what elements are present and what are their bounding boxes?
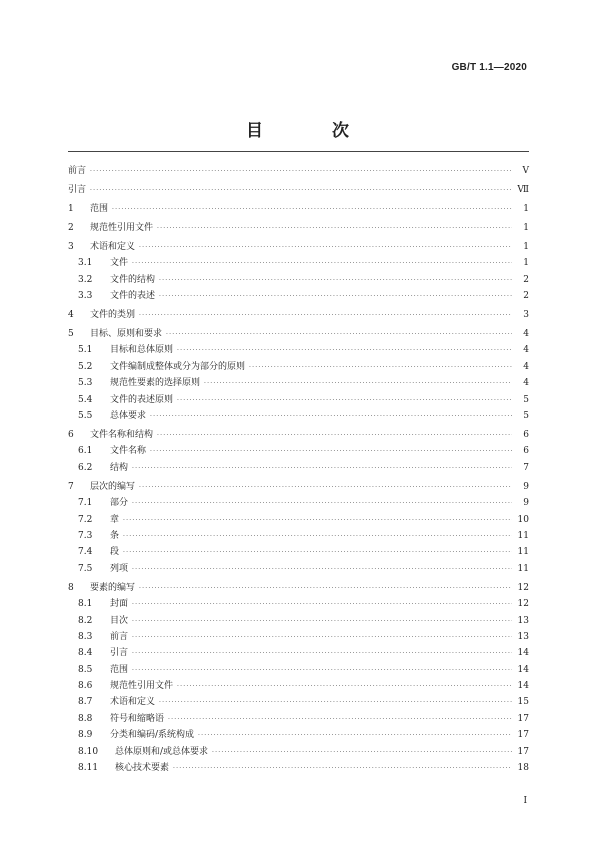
toc-entry-3[interactable]: [68, 239, 529, 255]
toc-entry-label: 列项: [110, 563, 129, 574]
toc-entry-7-2[interactable]: [68, 512, 529, 528]
dot-leader: [132, 562, 512, 578]
dot-leader: [157, 428, 512, 444]
toc-entry-8[interactable]: [68, 580, 529, 596]
toc-entry-page: 11: [517, 563, 529, 574]
toc-entry-label: 结构: [110, 462, 129, 473]
toc-entry-page: 1: [523, 258, 529, 269]
toc-entry-number: 8.1: [78, 599, 93, 610]
toc-entry-page: 15: [517, 697, 529, 708]
toc-entry-label: 范围: [90, 203, 109, 214]
toc-entry-number: 5.2: [78, 361, 93, 372]
toc-entry-8-7[interactable]: [68, 694, 529, 710]
page-number: I: [523, 796, 527, 806]
toc-entry-page: 17: [517, 713, 529, 724]
toc-entry-8-9[interactable]: [68, 727, 529, 743]
toc-entry-label: 目标、原则和要求: [90, 329, 163, 340]
toc-entry-page: Ⅶ: [517, 184, 529, 195]
dot-leader: [139, 240, 512, 256]
toc-entry-label: 段: [110, 547, 120, 558]
dot-leader: [166, 327, 512, 343]
toc-entry-label: 章: [110, 514, 120, 525]
toc-entry-number: 7.4: [78, 547, 93, 558]
dot-leader: [132, 614, 512, 630]
toc-entry-label: 术语和定义: [110, 697, 156, 708]
toc-entry-page: 9: [523, 481, 529, 492]
toc-entry-number: 8.5: [78, 664, 93, 675]
toc-entry-number: 3.3: [78, 291, 93, 302]
toc-entry-page: 14: [517, 681, 529, 692]
dot-leader: [132, 630, 512, 646]
dot-leader: [150, 409, 512, 425]
dot-leader: [123, 545, 512, 561]
toc-entry-label: 文件名称和结构: [90, 430, 154, 441]
toc-entry-number: 8.4: [78, 648, 93, 659]
toc-entry-label: 要素的编写: [90, 582, 136, 593]
toc-entry-page: 11: [517, 547, 529, 558]
toc-entry-label: 目次: [110, 615, 129, 626]
toc-entry-label: 文件的类别: [90, 310, 136, 321]
toc-entry-number: 5: [68, 329, 74, 340]
dot-leader: [123, 513, 512, 529]
toc-entry-label: 符号和缩略语: [110, 713, 165, 724]
dot-leader: [157, 221, 512, 237]
dot-leader: [132, 496, 512, 512]
toc-entry-page: 5: [523, 411, 529, 422]
dot-leader: [132, 597, 512, 613]
toc-entry-6-2[interactable]: [68, 460, 529, 476]
dot-leader: [168, 712, 512, 728]
toc-entry-number: 7.1: [78, 498, 93, 509]
toc-entry-8-3[interactable]: [68, 629, 529, 645]
toc-entry-number: 3.2: [78, 274, 93, 285]
toc-entry-label: 总体原则和/或总体要求: [115, 746, 209, 757]
dot-leader: [139, 308, 512, 324]
toc-entry-label: 文件的表述原则: [110, 394, 174, 405]
toc-entry-page: 6: [523, 446, 529, 457]
toc-entry-number: 6.1: [78, 446, 93, 457]
toc-entry-number: 5.5: [78, 411, 93, 422]
dot-leader: [212, 745, 512, 761]
dot-leader: [173, 761, 512, 777]
toc-entry-label: 规范性引用文件: [110, 681, 174, 692]
toc-entry-number: 8.3: [78, 631, 93, 642]
toc-entry-3-1[interactable]: [68, 255, 529, 271]
dot-leader: [132, 663, 512, 679]
toc-entry-foreword[interactable]: [68, 163, 529, 179]
dot-leader: [150, 444, 512, 460]
toc-entry-8-11[interactable]: [68, 760, 529, 776]
toc-entry-5-3[interactable]: [68, 375, 529, 391]
toc-entry-number: 2: [68, 222, 74, 233]
toc-entry-number: 3.1: [78, 258, 93, 269]
toc-entry-page: 4: [523, 329, 529, 340]
toc-entry-page: 1: [523, 222, 529, 233]
toc-entry-7-3[interactable]: [68, 528, 529, 544]
toc-entry-page: 3: [523, 310, 529, 321]
toc-entry-8-1[interactable]: [68, 596, 529, 612]
toc-entry-number: 5.3: [78, 378, 93, 389]
toc-entry-number: 7.3: [78, 530, 93, 541]
dot-leader: [139, 480, 512, 496]
toc-entry-number: 6: [68, 430, 74, 441]
toc-entry-number: 8.11: [78, 763, 99, 774]
toc-entry-8-5[interactable]: [68, 662, 529, 678]
toc-entry-label: 前言: [110, 631, 129, 642]
toc-entry-6-1[interactable]: [68, 443, 529, 459]
toc-entry-page: 7: [523, 462, 529, 473]
toc-entry-7-5[interactable]: [68, 561, 529, 577]
toc-entry-8-2[interactable]: [68, 613, 529, 629]
toc-entry-number: 8.9: [78, 730, 93, 741]
toc-entry-page: 4: [523, 345, 529, 356]
toc-entry-label: 引言: [68, 184, 87, 195]
toc-entry-page: 14: [517, 648, 529, 659]
toc-entry-number: 3: [68, 241, 74, 252]
toc-entry-page: 2: [523, 291, 529, 302]
toc-entry-number: 8.7: [78, 697, 93, 708]
toc-entry-5-1[interactable]: [68, 342, 529, 358]
toc-entry-page: 14: [517, 664, 529, 675]
dot-leader: [159, 695, 512, 711]
dot-leader: [132, 461, 512, 477]
dot-leader: [159, 273, 512, 289]
toc-entry-page: 12: [517, 582, 529, 593]
dot-leader: [139, 581, 512, 597]
toc-entry-number: 5.4: [78, 394, 93, 405]
toc-entry-page: 13: [517, 631, 529, 642]
toc-entry-page: 5: [523, 394, 529, 405]
dot-leader: [204, 376, 512, 392]
toc-entry-5-2[interactable]: [68, 359, 529, 375]
dot-leader: [123, 529, 512, 545]
toc-entry-label: 封面: [110, 599, 129, 610]
dot-leader: [159, 289, 512, 305]
toc-entry-7[interactable]: [68, 479, 529, 495]
dot-leader: [249, 360, 512, 376]
toc-entry-page: 11: [517, 530, 529, 541]
toc-entry-page: 1: [523, 241, 529, 252]
toc-entry-1[interactable]: [68, 201, 529, 217]
toc-entry-4[interactable]: [68, 307, 529, 323]
toc-entry-number: 8.6: [78, 681, 93, 692]
toc-entry-label: 核心技术要素: [115, 763, 170, 774]
toc-entry-number: 7: [68, 481, 74, 492]
toc-entry-label: 文件的表述: [110, 291, 156, 302]
toc-entry-number: 5.1: [78, 345, 93, 356]
dot-leader: [177, 343, 512, 359]
toc-entry-3-2[interactable]: [68, 272, 529, 288]
toc-entry-page: 12: [517, 599, 529, 610]
toc-entry-5-5[interactable]: [68, 408, 529, 424]
toc-entry-label: 总体要求: [110, 411, 147, 422]
toc-entry-3-3[interactable]: [68, 288, 529, 304]
toc-entry-label: 范围: [110, 664, 129, 675]
toc-entry-8-8[interactable]: [68, 711, 529, 727]
toc-entry-label: 引言: [110, 648, 129, 659]
toc-entry-page: 4: [523, 361, 529, 372]
toc-entry-label: 文件编制成整体或分为部分的原则: [110, 361, 246, 372]
toc-entry-label: 前言: [68, 166, 87, 176]
toc-entry-label: 文件: [110, 258, 129, 269]
toc-entry-6[interactable]: [68, 427, 529, 443]
toc-entry-number: 1: [68, 203, 74, 214]
toc-entry-5[interactable]: [68, 326, 529, 342]
toc-entry-page: 4: [523, 378, 529, 389]
toc-entry-number: 8.8: [78, 713, 93, 724]
toc-entry-number: 7.5: [78, 563, 93, 574]
toc-entry-7-1[interactable]: [68, 495, 529, 511]
toc-entry-page: 9: [523, 498, 529, 509]
toc-entry-7-4[interactable]: [68, 544, 529, 560]
title-divider: [68, 151, 529, 152]
dot-leader: [90, 164, 512, 180]
toc-entry-page: 17: [517, 746, 529, 757]
toc-entry-label: 部分: [110, 498, 129, 509]
dot-leader: [132, 646, 512, 662]
toc-entry-5-4[interactable]: [68, 392, 529, 408]
toc-entry-label: 分类和编码/系统构成: [110, 730, 195, 741]
toc-entry-number: 4: [68, 310, 74, 321]
toc-entry-number: 6.2: [78, 462, 93, 473]
toc-entry-2[interactable]: [68, 220, 529, 236]
dot-leader: [177, 679, 512, 695]
toc-entry-label: 术语和定义: [90, 241, 136, 252]
document-code: GB/T 1.1—2020: [451, 62, 527, 73]
toc-entry-label: 文件名称: [110, 446, 147, 457]
toc-entry-number: 7.2: [78, 514, 93, 525]
dot-leader: [90, 183, 512, 199]
toc-entry-8-6[interactable]: [68, 678, 529, 694]
table-of-contents: [68, 163, 529, 776]
toc-entry-8-4[interactable]: [68, 645, 529, 661]
toc-entry-page: Ⅴ: [522, 166, 529, 176]
dot-leader: [177, 393, 512, 409]
toc-entry-label: 规范性引用文件: [90, 222, 154, 233]
dot-leader: [198, 728, 512, 744]
toc-entry-8-10[interactable]: [68, 744, 529, 760]
dot-leader: [112, 202, 512, 218]
toc-entry-label: 层次的编写: [90, 481, 136, 492]
page-title: 目 次: [246, 121, 375, 141]
toc-entry-label: 条: [110, 530, 120, 541]
toc-entry-page: 6: [523, 430, 529, 441]
toc-entry-number: 8: [68, 582, 74, 593]
toc-entry-page: 1: [523, 203, 529, 214]
toc-entry-page: 17: [517, 730, 529, 741]
toc-entry-page: 2: [523, 274, 529, 285]
dot-leader: [132, 256, 512, 272]
toc-entry-number: 8.2: [78, 615, 93, 626]
toc-entry-label: 规范性要素的选择原则: [110, 378, 201, 389]
toc-entry-label: 目标和总体原则: [110, 345, 174, 356]
toc-entry-page: 10: [517, 514, 529, 525]
toc-entry-number: 8.10: [78, 746, 99, 757]
toc-entry-page: 18: [517, 763, 529, 774]
toc-entry-label: 文件的结构: [110, 274, 156, 285]
toc-entry-introduction[interactable]: [68, 182, 529, 198]
toc-entry-page: 13: [517, 615, 529, 626]
